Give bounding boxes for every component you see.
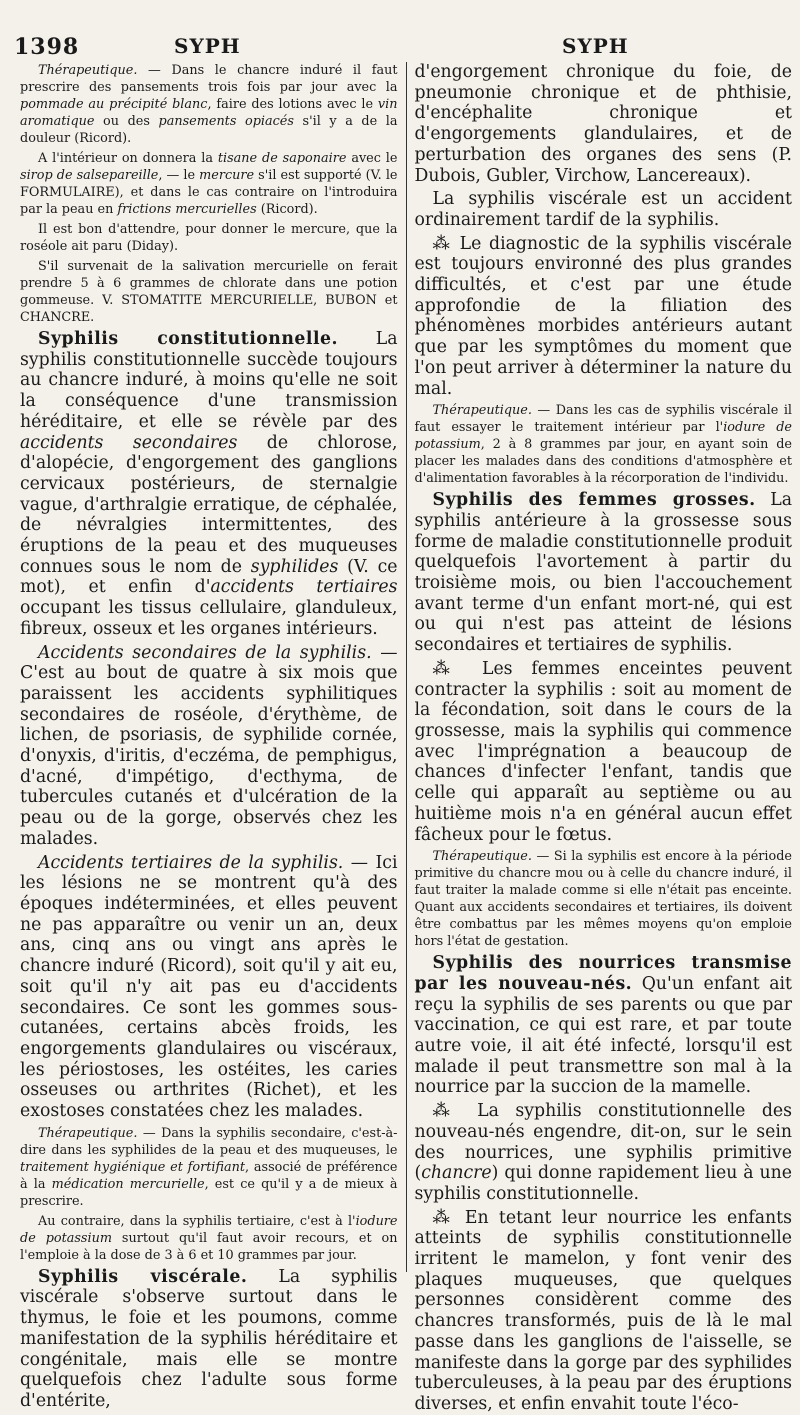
italic-text: tisane de saponaire <box>217 151 347 166</box>
text-run: ⁂ Les femmes enceintes peuvent contracter la syphilis : soit au moment de la fécondation, soit dans le cours de la grossesse, mais la syphilis qui commence avec l'imprégnation a beaucoup de chances d'infecter l'enfant, tandis que celle qui apparaît au septième ou au huitième mois n'a en général aucun effet fâcheux pour le fœtus. <box>414 658 792 845</box>
text-run: A l'intérieur on donnera la <box>38 151 218 166</box>
text-run: (Ricord). <box>256 202 318 217</box>
text-run: ⁂ La syphilis constitutionnelle des nouveau-nés engendre, dit-on, sur le sein des nourrices, une syphilis primitive ( <box>414 1101 792 1184</box>
text-run: s'il y a de la douleur (Ricord). <box>20 114 398 146</box>
italic-text: Thérapeutique. <box>38 63 138 78</box>
paragraph <box>20 1125 398 1210</box>
paragraph <box>20 853 398 1122</box>
entry-heading: Syphilis viscérale. <box>38 1266 248 1287</box>
italic-text: Thérapeutique. <box>432 403 532 419</box>
italic-text: chancre <box>421 1163 492 1184</box>
italic-text: accidents secondaires <box>20 432 238 453</box>
text-run: surtout qu'il faut avoir recours, et on l'emploie à la dose de 3 à 6 et 10 grammes par jour. <box>20 1230 398 1263</box>
text-run: , — le <box>158 168 200 183</box>
text-run: ou des <box>94 114 159 129</box>
entry-heading: Syphilis des nourrices transmise par les nouveau-nés. <box>414 953 792 994</box>
text-run: , est ce qu'il y a de mieux à prescrire. <box>20 1176 398 1209</box>
paragraph <box>20 258 398 326</box>
paragraph <box>20 62 398 147</box>
right-column <box>414 62 793 1414</box>
italic-text: Accidents tertiaires de la syphilis. <box>38 852 344 873</box>
text-run: — C'est au bout de quatre à six mois que paraissent les accidents syphilitiques secondaires de roséole, d'érythème, de lichen, de psoriasis, de syphilide cornée, d'onyxis, d'iritis, d'eczéma, de pemphigus, d'acné, d'impétigo, d'ecthyma, de tubercules cutanés et d'ulcération de la peau ou de la gorge, observés chez les malades. <box>20 642 398 849</box>
italic-text: Thérapeutique. <box>38 1125 138 1141</box>
page-number: 1398 <box>14 34 80 60</box>
text-run: — Dans la syphilis secondaire, c'est-à-dire dans les syphilides de la peau et des muqueuses, le <box>20 1125 398 1158</box>
text-run: Au contraire, dans la syphilis tertiaire, c'est à l' <box>38 1213 356 1229</box>
paragraph <box>20 221 398 255</box>
paragraph <box>415 402 793 487</box>
paragraph <box>415 189 793 230</box>
text-run: , 2 à 8 grammes par jour, en ayant soin de placer les malades dans des conditions d'atmosphère et d'alimentation favorables à la récorporation de l'individu. <box>414 437 792 487</box>
text-run: ⁂ En tetant leur nourrice les enfants atteints de syphilis constitutionnelle irritent le mamelon, y font venir des plaques muqueuses, que quelques personnes considèrent comme des chancres transformés, puis de là le mal passe dans les ganglions de l'aisselle, se manifeste dans la gorge par des syphilides tuberculeuses, à la peau par des éruptions diverses, et enfin envahit toute l'éco- <box>414 1207 792 1414</box>
text-columns <box>20 62 792 1414</box>
paragraph <box>20 643 398 850</box>
paragraph <box>415 953 793 1098</box>
italic-text: mercure <box>199 168 255 183</box>
italic-text: médication mercurielle <box>51 1176 205 1192</box>
text-run: — Dans les cas de syphilis viscérale il faut essayer le traitement intérieur par l' <box>414 403 792 436</box>
text-run: , associé de préférence à la <box>20 1159 398 1192</box>
italic-text: iodure de potassium <box>20 1213 398 1246</box>
text-run: La syphilis viscérale est un accident ordinairement tardif de la syphilis. <box>414 189 792 230</box>
paragraph <box>20 1213 398 1264</box>
paragraph <box>20 329 398 640</box>
paragraph <box>415 1208 793 1415</box>
italic-text: Accidents secondaires de la syphilis. <box>38 642 372 663</box>
text-run: , faire des lotions avec le <box>207 97 378 112</box>
paragraph <box>415 234 793 400</box>
text-run: La syphilis viscérale s'observe surtout dans le thymus, le foie et les poumons, comme manifestation de la syphilis héréditaire et congénitale, mais elle se montre quelquefois chez l'adulte sous forme d'entérite, <box>20 1266 398 1411</box>
text-run: (V. ce mot), et enfin d' <box>20 556 398 598</box>
italic-text: sirop de salsepareille <box>20 168 159 183</box>
text-run: d'engorgement chronique du foie, de pneumonie chronique et de phthisie, d'encéphalite chronique et d'engorgements glandulaires, et de perturbation des organes des sens (P. Dubois, Gubler, Virchow, Lancereaux). <box>414 62 792 186</box>
text-run: La syphilis constitutionnelle succède toujours au chancre induré, à moins qu'elle ne soit la conséquence d'une transmission héréditaire, et elle se révèle par des <box>20 329 398 432</box>
paragraph <box>415 490 793 656</box>
italic-text: Thérapeutique. <box>432 849 532 865</box>
italic-text: iodure de potassium <box>414 420 792 453</box>
paragraph <box>415 659 793 845</box>
italic-text: traitement hygiénique et fortifiant <box>20 1159 246 1175</box>
paragraph <box>415 1101 793 1205</box>
left-column <box>20 62 398 1411</box>
paragraph <box>20 150 398 218</box>
entry-heading: Syphilis des femmes grosses. <box>432 490 756 511</box>
italic-text: vin aromatique <box>20 97 398 129</box>
text-run: occupant les tissus cellulaire, glanduleux, fibreux, osseux et les organes intérieurs. <box>20 598 398 639</box>
paragraph <box>415 62 793 186</box>
italic-text: frictions mercurielles <box>117 202 257 217</box>
text-run: — Dans le chancre induré il faut prescrire des pansements trois fois par jour avec la <box>20 63 398 95</box>
text-run: avec le <box>346 151 398 166</box>
running-head-right: SYPH <box>562 34 629 58</box>
paragraph <box>415 848 793 950</box>
italic-text: pommade au précipité blanc <box>20 97 208 112</box>
italic-text: accidents tertiaires <box>210 577 398 598</box>
text-run: La syphilis antérieure à la grossesse sous forme de maladie constitutionnelle produit quelquefois l'avortement à partir du troisième mois, ou bien l'accouchement avant terme d'un enfant mort-né, qui est ou qui n'est pas atteint de lésions secondaires et tertiaires de syphilis. <box>414 490 792 656</box>
text-run: ) qui donne rapidement lieu à une syphilis constitutionnelle. <box>414 1163 792 1204</box>
text-run: S'il survenait de la salivation mercurielle on ferait prendre 5 à 6 grammes de chlorate dans une potion gommeuse. V. STOMATITE MERCURIELLE, BUBON et CHANCRE. <box>20 259 398 325</box>
page-header <box>14 10 790 60</box>
text-run: Qu'un enfant ait reçu la syphilis de ses parents ou que par vaccination, ce qui est rare, et par toute autre voie, il ait été infecté, lorsqu'il est malade il peut transmettre son mal à la nourrice par la succion de la mamelle. <box>414 973 792 1098</box>
text-run: — Si la syphilis est encore à la période primitive du chancre mou ou à celle du chancre induré, il faut traiter la malade comme si elle n'était pas enceinte. Quant aux accidents secondaires et tertiaires, ils doivent être combattus par les mêmes moyens qu'on emploie hors l'état de gestation. <box>414 849 792 950</box>
column-divider <box>406 62 407 1272</box>
paragraph <box>20 1267 398 1412</box>
text-run: s'il est supporté (V. le FORMULAIRE), et dans le cas contraire on l'introduira par la peau en <box>20 168 398 217</box>
entry-heading: Syphilis constitutionnelle. <box>38 329 339 349</box>
text-run: — Ici les lésions ne se montrent qu'à des époques indéterminées, et elles peuvent ne pas apparaître ou venir un an, deux ans, cinq ans ou vingt ans après le chancre induré (Ricord), soit qu'il y ait eu, soit qu'il n'y ait pas eu d'accidents secondaires. Ce sont les gommes sous-cutanées, certains abcès froids, les engorgements glandulaires ou viscéraux, les périostoses, les ostéites, les caries osseuses ou arthrites (Richet), et les exostoses constatées chez les malades. <box>20 852 398 1122</box>
text-run: ⁂ Le diagnostic de la syphilis viscérale est toujours environné des plus grandes difficultés, et c'est par une étude approfondie de la filiation des phénomènes morbides antérieurs autant que par les symptômes du moment que l'on peut arriver à déterminer la nature du mal. <box>414 233 792 399</box>
text-run: Il est bon d'attendre, pour donner le mercure, que la roséole ait paru (Diday). <box>20 222 398 254</box>
running-head-left: SYPH <box>174 34 241 58</box>
text-run: de chlorose, d'alopécie, d'engorgement des ganglions cervicaux postérieurs, de sternalgie vague, d'arthralgie erratique, de céphalée, de névralgies intermittentes, des éruptions de la peau et des muqueuses connues sous le nom de <box>20 432 398 577</box>
italic-text: pansements opiacés <box>158 114 294 129</box>
italic-text: syphilides <box>250 556 339 577</box>
